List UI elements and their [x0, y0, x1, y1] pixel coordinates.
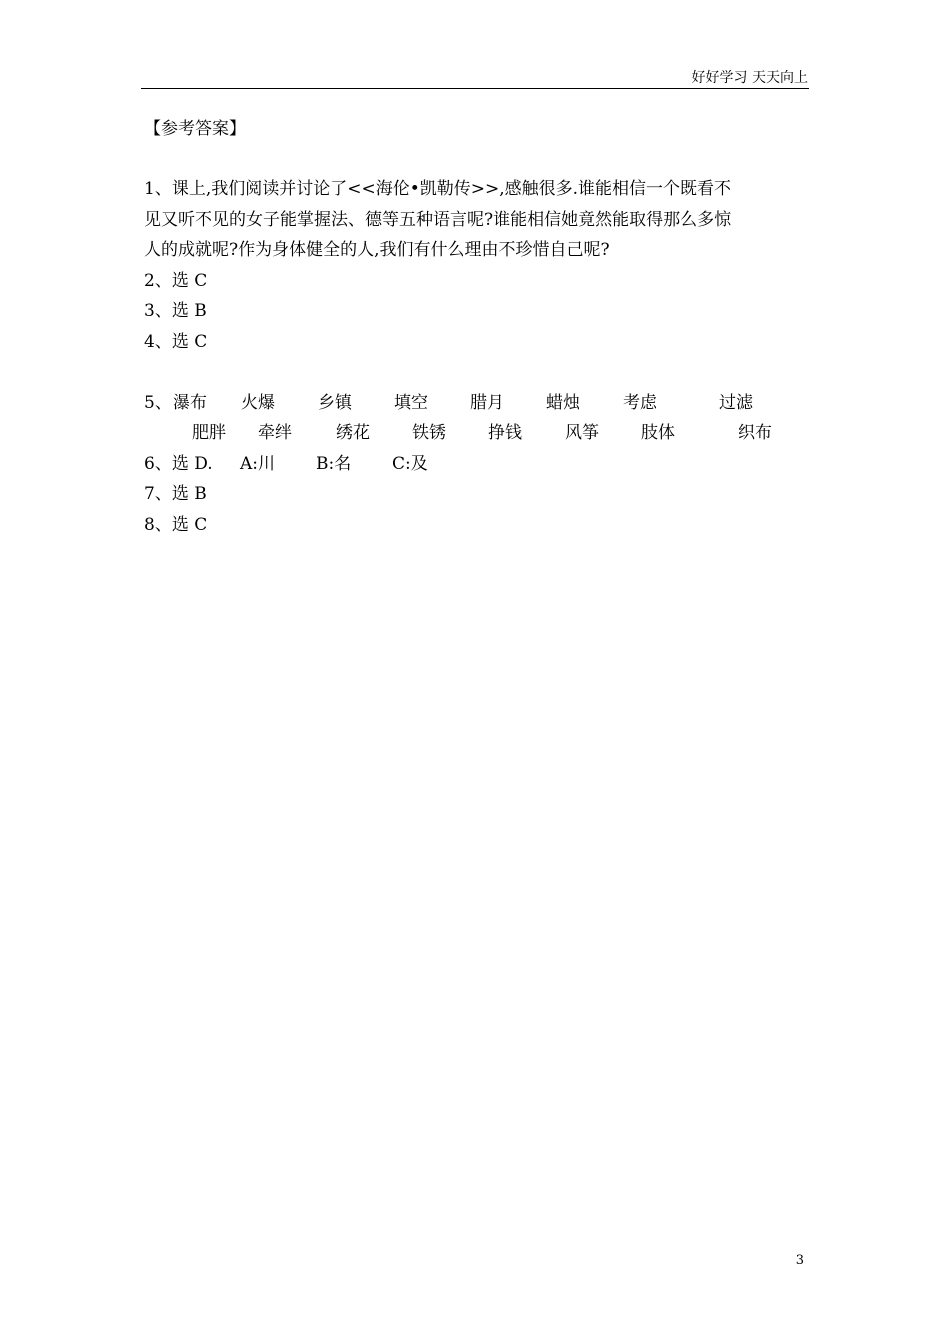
- word: 火爆: [241, 392, 275, 413]
- answer-6-option: C:及: [392, 453, 428, 474]
- word: 肥胖: [192, 423, 226, 443]
- word: 填空: [394, 392, 428, 413]
- word: 牵绊: [258, 423, 292, 443]
- answer-8: 8、选 C: [144, 514, 208, 535]
- answer-5-label: 5、: [144, 392, 172, 413]
- answer-3: 3、选 B: [144, 301, 207, 321]
- answer-6-main: 6、选 D.: [144, 453, 213, 474]
- section-title: 【参考答案】: [144, 119, 246, 139]
- page-header-text: 好好学习 天天向上: [691, 70, 808, 86]
- header-rule: [141, 88, 809, 89]
- page-number: 3: [795, 1253, 804, 1268]
- word: 瀑布: [173, 392, 207, 413]
- word: 考虑: [623, 392, 657, 413]
- answer-1-line: 1、课上,我们阅读并讨论了<<海伦•凯勒传>>,感触很多.谁能相信一个既看不: [144, 179, 732, 199]
- word: 腊月: [470, 392, 504, 413]
- answer-2: 2、选 C: [144, 270, 208, 291]
- answer-section: [144, 114, 814, 540]
- word: 挣钱: [488, 423, 522, 443]
- answer-6-option: B:名: [316, 453, 352, 474]
- word: 过滤: [719, 392, 753, 413]
- word: 铁锈: [412, 423, 446, 443]
- word: 乡镇: [318, 392, 352, 413]
- answer-1-line: 见又听不见的女子能掌握法、德等五种语言呢?谁能相信她竟然能取得那么多惊: [144, 209, 732, 230]
- word: 风筝: [565, 423, 599, 443]
- word: 绣花: [336, 423, 370, 443]
- answer-6: [144, 449, 814, 480]
- answer-5-row-1: [144, 388, 814, 419]
- answer-1-line: 人的成就呢?作为身体健全的人,我们有什么理由不珍惜自己呢?: [144, 240, 610, 260]
- answer-5-row-2: [144, 418, 814, 449]
- answer-4: 4、选 C: [144, 331, 208, 352]
- word: 蜡烛: [546, 392, 580, 413]
- word: 肢体: [641, 423, 675, 443]
- answer-7: 7、选 B: [144, 484, 207, 504]
- answer-6-option: A:川: [240, 453, 276, 474]
- answer-1: [144, 174, 814, 266]
- word: 织布: [738, 423, 772, 443]
